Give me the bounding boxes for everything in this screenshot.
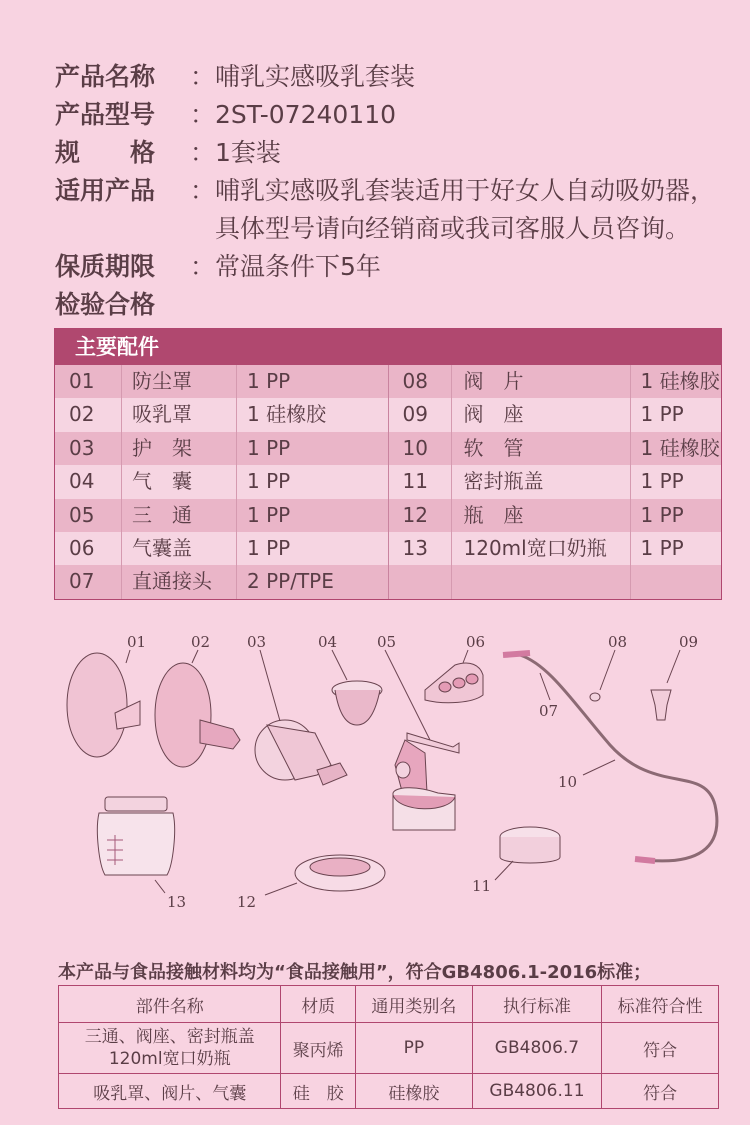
table-row: 02 吸乳罩 1 硅橡胶 [55, 398, 388, 431]
info-row-name [55, 58, 735, 96]
parts-table [54, 328, 722, 600]
part-label-12: 12 [237, 893, 257, 911]
header-standard: 执行标准 [472, 986, 601, 1023]
cell-category: PP [355, 1023, 472, 1074]
table-row [389, 565, 722, 598]
table-header-row [59, 986, 719, 1023]
material-table [58, 985, 719, 1109]
bottle-icon [97, 797, 174, 893]
table-row: 06 气囊盖 1 PP [55, 532, 388, 565]
part-label-08: 08 [608, 633, 628, 651]
table-row: 11 密封瓶盖 1 PP [389, 465, 722, 498]
header-category: 通用类别名 [355, 986, 472, 1023]
part-label-05: 05 [377, 633, 397, 651]
table-row: 03 护 架 1 PP [55, 432, 388, 465]
info-value: ：哺乳实感吸乳套装 [190, 62, 416, 91]
cell-conformity: 符合 [602, 1023, 719, 1074]
air-bag-icon [332, 650, 382, 725]
part-label-10: 10 [558, 773, 578, 791]
table-row [59, 1023, 719, 1074]
header-material: 材质 [281, 986, 356, 1023]
part-label-04: 04 [318, 633, 338, 651]
info-value: ：常温条件下5年 [190, 252, 381, 281]
info-row-applicable [55, 172, 735, 248]
info-label: 保质期限 [55, 252, 156, 281]
food-contact-note: 本产品与食品接触材料均为“食品接触用”，符合GB4806.1-2016标准； [58, 962, 652, 983]
part-label-11: 11 [472, 877, 492, 895]
table-row: 01 防尘罩 1 PP [55, 365, 388, 398]
valve-flap-icon [590, 650, 615, 701]
valve-seat-icon [651, 650, 680, 720]
table-row: 09 阀 座 1 PP [389, 398, 722, 431]
cell-part: 吸乳罩、阀片、气囊 [59, 1074, 281, 1109]
part-label-07: 07 [539, 702, 559, 720]
parts-table-title: 主要配件 [55, 329, 721, 365]
cell-standard: GB4806.7 [472, 1023, 601, 1074]
cell-material: 聚丙烯 [281, 1023, 356, 1074]
table-row: 12 瓶 座 1 PP [389, 499, 722, 532]
dust-cover-icon [67, 650, 140, 757]
info-value: ：哺乳实感吸乳套装适用于好女人自动吸奶器， 具体型号请向经销商或我司客服人员咨询。 [190, 176, 716, 243]
parts-column-left [55, 365, 388, 599]
part-label-03: 03 [247, 633, 267, 651]
info-row-inspection [55, 286, 735, 324]
part-label-09: 09 [679, 633, 699, 651]
table-row: 07 直通接头 2 PP/TPE [55, 565, 388, 598]
part-label-01: 01 [127, 633, 147, 651]
info-label: 规 格 [55, 138, 156, 167]
header-part-name: 部件名称 [59, 986, 281, 1023]
table-row [59, 1074, 719, 1109]
parts-illustration [55, 625, 735, 925]
breast-shield-icon [155, 650, 240, 767]
table-row: 05 三 通 1 PP [55, 499, 388, 532]
product-info [55, 58, 735, 324]
cell-conformity: 符合 [602, 1074, 719, 1109]
info-row-shelf-life [55, 248, 735, 286]
info-value: ：2ST-07240110 [190, 100, 397, 129]
sealing-cap-icon [495, 827, 560, 880]
air-bag-cover-icon [425, 650, 483, 703]
part-label-13: 13 [167, 893, 187, 911]
frame-icon [255, 650, 347, 785]
table-row: 08 阀 片 1 硅橡胶 [389, 365, 722, 398]
info-value: ：1套装 [190, 138, 281, 167]
part-label-06: 06 [466, 633, 486, 651]
info-row-model [55, 96, 735, 134]
bottle-base-icon [265, 855, 385, 895]
info-label: 产品名称 [55, 62, 156, 91]
cell-category: 硅橡胶 [355, 1074, 472, 1109]
table-row: 13 120ml宽口奶瓶 1 PP [389, 532, 722, 565]
table-row: 10 软 管 1 硅橡胶 [389, 432, 722, 465]
header-conformity: 标准符合性 [602, 986, 719, 1023]
cell-standard: GB4806.11 [472, 1074, 601, 1109]
info-row-spec [55, 134, 735, 172]
parts-column-right [388, 365, 722, 599]
table-row: 04 气 囊 1 PP [55, 465, 388, 498]
cell-material: 硅 胶 [281, 1074, 356, 1109]
info-label: 产品型号 [55, 100, 156, 129]
info-label: 适用产品 [55, 176, 156, 205]
cell-part: 三通、阀座、密封瓶盖 120ml宽口奶瓶 [59, 1023, 281, 1074]
info-label: 检验合格 [55, 290, 156, 319]
part-label-02: 02 [191, 633, 211, 651]
